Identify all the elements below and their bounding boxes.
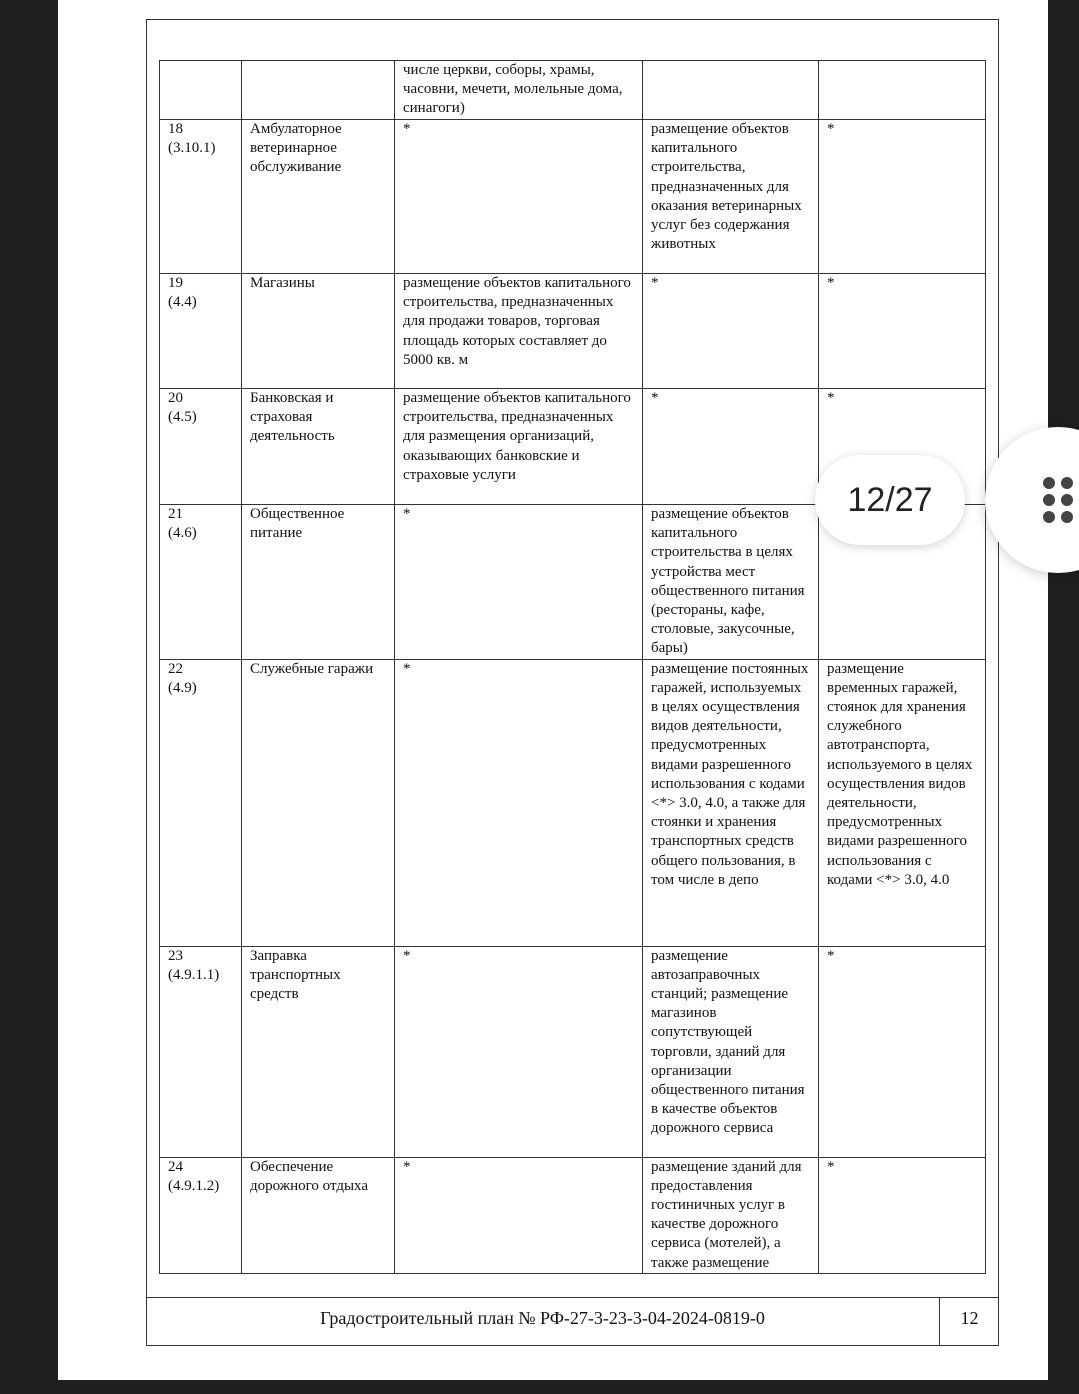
auxiliary-use-cell: * <box>819 389 986 505</box>
conditional-use-cell: размещение зданий для предоставления гостиничных услуг в качестве дорожного сервиса (мотелей), а также размещение <box>643 1157 819 1273</box>
land-use-table <box>159 60 986 1274</box>
main-use-cell: * <box>395 1157 643 1273</box>
table-row <box>160 61 986 120</box>
conditional-use-cell: размещение постоянных гаражей, используемых в целях осуществления видов деятельности, предусмотренных видами разрешенного использования с кодами <*> 3.0, 4.0, а также для стоянки и хранения транспортных средств общего пользования, в том числе в депо <box>643 659 819 946</box>
conditional-use-cell: * <box>643 274 819 389</box>
table-row <box>160 946 986 1157</box>
use-name: Обеспечение дорожного отдыха <box>242 1157 395 1273</box>
row-number: 20 (4.5) <box>160 389 242 505</box>
table-row <box>160 659 986 946</box>
main-use-cell: размещение объектов капитального строительства, предназначенных для продажи товаров, торговая площадь которых составляет до 5000 кв. м <box>395 274 643 389</box>
main-use-cell: числе церкви, соборы, храмы, часовни, мечети, молельные дома, синагоги) <box>395 61 643 120</box>
document-title: Градостроительный план № РФ-27-3-23-3-04-2024-0819-0 <box>320 1308 765 1328</box>
table-row <box>160 274 986 389</box>
auxiliary-use-cell: * <box>819 120 986 274</box>
auxiliary-use-cell: * <box>819 274 986 389</box>
document-page <box>58 0 1048 1380</box>
main-use-cell: размещение объектов капитального строительства, предназначенных для размещения организаций, оказывающих банковские и страховые услуги <box>395 389 643 505</box>
page-footer <box>146 1297 999 1346</box>
use-name: Общественное питание <box>242 505 395 660</box>
main-use-cell: * <box>395 120 643 274</box>
conditional-use-cell <box>643 61 819 120</box>
auxiliary-use-cell <box>819 61 986 120</box>
row-number: 22 (4.9) <box>160 659 242 946</box>
row-number: 23 (4.9.1.1) <box>160 946 242 1157</box>
table-row <box>160 1157 986 1273</box>
auxiliary-use-cell: * <box>819 1157 986 1273</box>
auxiliary-use-cell: * <box>819 946 986 1157</box>
conditional-use-cell: размещение объектов капитального строительства в целях устройства мест общественного питания (рестораны, кафе, столовые, закусочные, бары) <box>643 505 819 660</box>
use-name: Магазины <box>242 274 395 389</box>
use-name: Банковская и страховая деятельность <box>242 389 395 505</box>
row-number: 24 (4.9.1.2) <box>160 1157 242 1273</box>
use-name: Амбулаторное ветеринарное обслуживание <box>242 120 395 274</box>
page-indicator[interactable]: 12/27 <box>815 455 965 545</box>
main-use-cell: * <box>395 505 643 660</box>
row-number <box>160 61 242 120</box>
use-name <box>242 61 395 120</box>
conditional-use-cell: * <box>643 389 819 505</box>
main-use-cell: * <box>395 659 643 946</box>
row-number: 21 (4.6) <box>160 505 242 660</box>
row-number: 18 (3.10.1) <box>160 120 242 274</box>
auxiliary-use-cell: размещение временных гаражей, стоянок для хранения служебного автотранспорта, используемого в целях осуществления видов деятельности, предусмотренных видами разрешенного использования с кодами <*> 3.0, 4.0 <box>819 659 986 946</box>
use-name: Заправка транспортных средств <box>242 946 395 1157</box>
table-row <box>160 120 986 274</box>
use-name: Служебные гаражи <box>242 659 395 946</box>
conditional-use-cell: размещение автозаправочных станций; размещение магазинов сопутствующей торговли, зданий для организации общественного питания в качестве объектов дорожного сервиса <box>643 946 819 1157</box>
row-number: 19 (4.4) <box>160 274 242 389</box>
conditional-use-cell: размещение объектов капитального строительства, предназначенных для оказания ветеринарных услуг без содержания животных <box>643 120 819 274</box>
main-use-cell: * <box>395 946 643 1157</box>
page-number: 12 <box>960 1308 979 1328</box>
